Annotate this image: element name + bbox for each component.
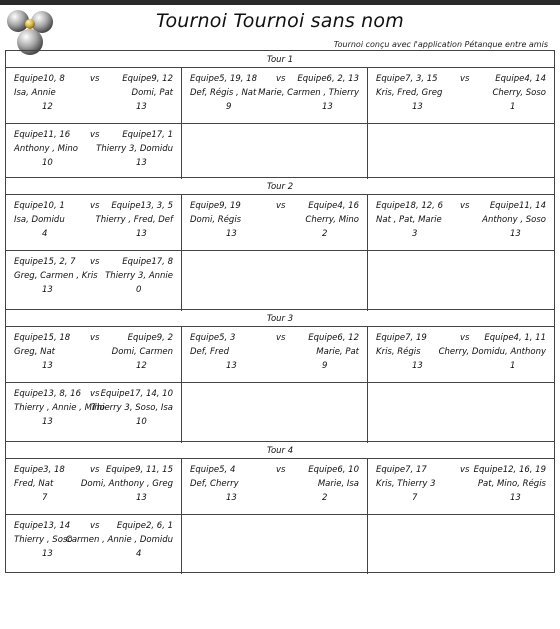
team2-name: Equipe4, 1, 11 <box>484 333 546 343</box>
team2-score: 13 <box>136 493 147 503</box>
team2-name: Equipe6, 10 <box>308 465 359 475</box>
tour-block <box>5 177 555 309</box>
match-cell <box>182 251 368 311</box>
match-cell <box>368 383 554 443</box>
team1-players: Nat , Pat, Marie <box>376 215 442 225</box>
team2-score: 13 <box>136 229 147 239</box>
team1-score: 13 <box>412 102 423 112</box>
match-cell <box>368 195 554 251</box>
team2-score: 13 <box>510 493 521 503</box>
page-title: Tournoi Tournoi sans nom <box>156 10 404 32</box>
team2-name: Equipe13, 3, 5 <box>111 201 173 211</box>
match-cell <box>368 124 554 179</box>
team1-players: Isa, Domidu <box>14 215 65 225</box>
team1-players: Def, Régis , Nat <box>190 88 257 98</box>
match-cell <box>6 383 182 443</box>
matches-row <box>6 67 554 124</box>
vs-label: vs <box>276 333 286 343</box>
match-cell <box>182 515 368 574</box>
team1-players: Greg, Carmen , Kris <box>14 271 98 281</box>
team2-score: 10 <box>136 417 147 427</box>
team1-name: Equipe7, 19 <box>376 333 427 343</box>
team2-score: 13 <box>322 102 333 112</box>
match-cell <box>6 124 182 179</box>
team2-players: Domi, Carmen <box>111 347 173 357</box>
team2-players: Thierry , Fred, Def <box>95 215 173 225</box>
matches-row <box>6 326 554 383</box>
team1-name: Equipe5, 19, 18 <box>190 74 257 84</box>
match-cell <box>368 251 554 311</box>
team2-name: Equipe17, 1 <box>122 130 173 140</box>
vs-label: vs <box>90 130 100 140</box>
table-bottom-border <box>5 572 555 573</box>
team2-name: Equipe12, 16, 19 <box>473 465 546 475</box>
team1-score: 13 <box>42 549 53 559</box>
team1-players: Kris, Fred, Greg <box>376 88 443 98</box>
team2-players: Cherry, Soso <box>492 88 546 98</box>
team1-name: Equipe15, 2, 7 <box>14 257 76 267</box>
team1-score: 13 <box>226 361 237 371</box>
team1-players: Domi, Régis <box>190 215 242 225</box>
team1-score: 12 <box>42 102 53 112</box>
vs-label: vs <box>276 74 286 84</box>
match-cell <box>6 251 182 311</box>
team1-score: 9 <box>226 102 232 112</box>
team1-name: Equipe10, 8 <box>14 74 65 84</box>
vs-label: vs <box>460 465 470 475</box>
team1-name: Equipe7, 17 <box>376 465 427 475</box>
team1-name: Equipe5, 4 <box>190 465 236 475</box>
team1-players: Thierry , Annie , Mino <box>14 403 105 413</box>
team2-name: Equipe9, 12 <box>122 74 173 84</box>
match-cell <box>368 515 554 574</box>
team2-players: Thierry 3, Soso, Isa <box>91 403 173 413</box>
match-cell <box>368 459 554 515</box>
tour-block <box>5 50 555 177</box>
team2-players: Anthony , Soso <box>482 215 546 225</box>
vs-label: vs <box>90 389 100 399</box>
team2-score: 13 <box>136 158 147 168</box>
team2-name: Equipe9, 2 <box>127 333 173 343</box>
team1-score: 13 <box>42 417 53 427</box>
team1-name: Equipe5, 3 <box>190 333 236 343</box>
match-cell <box>6 459 182 515</box>
team2-score: 13 <box>510 229 521 239</box>
team2-players: Marie, Pat <box>316 347 359 357</box>
tour-block <box>5 441 555 572</box>
tour-block <box>5 309 555 441</box>
match-cell <box>6 68 182 124</box>
team2-name: Equipe6, 12 <box>308 333 359 343</box>
vs-label: vs <box>460 333 470 343</box>
team2-players: Cherry, Mino <box>305 215 359 225</box>
team2-name: Equipe17, 8 <box>122 257 173 267</box>
match-cell <box>182 327 368 383</box>
team1-players: Isa, Annie <box>14 88 56 98</box>
team2-players: Thierry 3, Annie <box>105 271 173 281</box>
team1-players: Greg, Nat <box>14 347 56 357</box>
team2-score: 13 <box>136 102 147 112</box>
match-cell <box>368 68 554 124</box>
team1-name: Equipe7, 3, 15 <box>376 74 438 84</box>
team2-score: 4 <box>136 549 142 559</box>
team1-score: 4 <box>42 229 48 239</box>
team2-name: Equipe4, 14 <box>495 74 546 84</box>
team2-score: 1 <box>510 361 516 371</box>
team1-players: Kris, Régis <box>376 347 421 357</box>
tour-label: Tour 1 <box>266 55 294 65</box>
team1-name: Equipe10, 1 <box>14 201 65 211</box>
match-cell <box>182 68 368 124</box>
match-cell <box>368 327 554 383</box>
vs-label: vs <box>90 74 100 84</box>
team2-players: Domi, Pat <box>131 88 173 98</box>
team2-players: Thierry 3, Domidu <box>96 144 173 154</box>
matches-row <box>6 250 554 311</box>
team1-name: Equipe13, 14 <box>14 521 71 531</box>
team2-players: Marie, Isa <box>317 479 359 489</box>
match-cell <box>6 195 182 251</box>
vs-label: vs <box>460 74 470 84</box>
matches-row <box>6 514 554 574</box>
team2-name: Equipe17, 14, 10 <box>100 389 173 399</box>
matches-row <box>6 382 554 443</box>
team1-players: Def, Cherry <box>190 479 239 489</box>
tour-label: Tour 2 <box>266 182 294 192</box>
team1-players: Anthony , Mino <box>14 144 78 154</box>
vs-label: vs <box>90 201 100 211</box>
top-bar <box>0 0 560 5</box>
team1-score: 13 <box>42 285 53 295</box>
vs-label: vs <box>90 465 100 475</box>
team2-score: 1 <box>510 102 516 112</box>
match-cell <box>182 459 368 515</box>
team1-score: 13 <box>412 361 423 371</box>
team2-score: 2 <box>322 493 328 503</box>
team1-score: 7 <box>42 493 48 503</box>
team2-players: Domi, Anthony , Greg <box>80 479 173 489</box>
team1-players: Fred, Nat <box>14 479 54 489</box>
vs-label: vs <box>276 201 286 211</box>
match-cell <box>182 383 368 443</box>
team1-name: Equipe18, 12, 6 <box>376 201 443 211</box>
team1-score: 13 <box>226 229 237 239</box>
team2-players: Marie, Carmen , Thierry <box>258 88 359 98</box>
tour-label: Tour 4 <box>266 446 294 456</box>
vs-label: vs <box>90 333 100 343</box>
team2-players: Pat, Mino, Régis <box>477 479 546 489</box>
team2-name: Equipe9, 11, 15 <box>106 465 173 475</box>
match-cell <box>182 195 368 251</box>
matches-row <box>6 458 554 515</box>
team1-players: Thierry , Soso <box>14 535 73 545</box>
match-cell <box>6 515 182 574</box>
vs-label: vs <box>90 521 100 531</box>
team2-name: Equipe6, 2, 13 <box>297 74 359 84</box>
team2-score: 2 <box>322 229 328 239</box>
team1-score: 7 <box>412 493 418 503</box>
team1-score: 13 <box>226 493 237 503</box>
team1-name: Equipe13, 8, 16 <box>14 389 81 399</box>
page-subtitle: Tournoi conçu avec l'application Pétanque entre amis <box>333 40 548 49</box>
vs-label: vs <box>460 201 470 211</box>
team2-players: Cherry, Domidu, Anthony <box>438 347 546 357</box>
team1-name: Equipe15, 18 <box>14 333 71 343</box>
team2-score: 9 <box>322 361 328 371</box>
team1-players: Def, Fred <box>190 347 230 357</box>
team2-name: Equipe11, 14 <box>489 201 546 211</box>
matches-row <box>6 194 554 251</box>
team1-name: Equipe11, 16 <box>14 130 71 140</box>
team2-name: Equipe2, 6, 1 <box>116 521 173 531</box>
team2-players: Carmen , Annie , Domidu <box>65 535 173 545</box>
match-cell <box>182 124 368 179</box>
vs-label: vs <box>276 465 286 475</box>
matches-row <box>6 123 554 179</box>
team2-score: 12 <box>136 361 147 371</box>
team2-score: 0 <box>136 285 142 295</box>
team1-score: 10 <box>42 158 53 168</box>
vs-label: vs <box>90 257 100 267</box>
team1-name: Equipe9, 19 <box>190 201 241 211</box>
team2-name: Equipe4, 16 <box>308 201 359 211</box>
match-cell <box>6 327 182 383</box>
team1-score: 3 <box>412 229 418 239</box>
team1-score: 13 <box>42 361 53 371</box>
tour-label: Tour 3 <box>266 314 294 324</box>
team1-name: Equipe3, 18 <box>14 465 65 475</box>
team1-players: Kris, Thierry 3 <box>376 479 436 489</box>
